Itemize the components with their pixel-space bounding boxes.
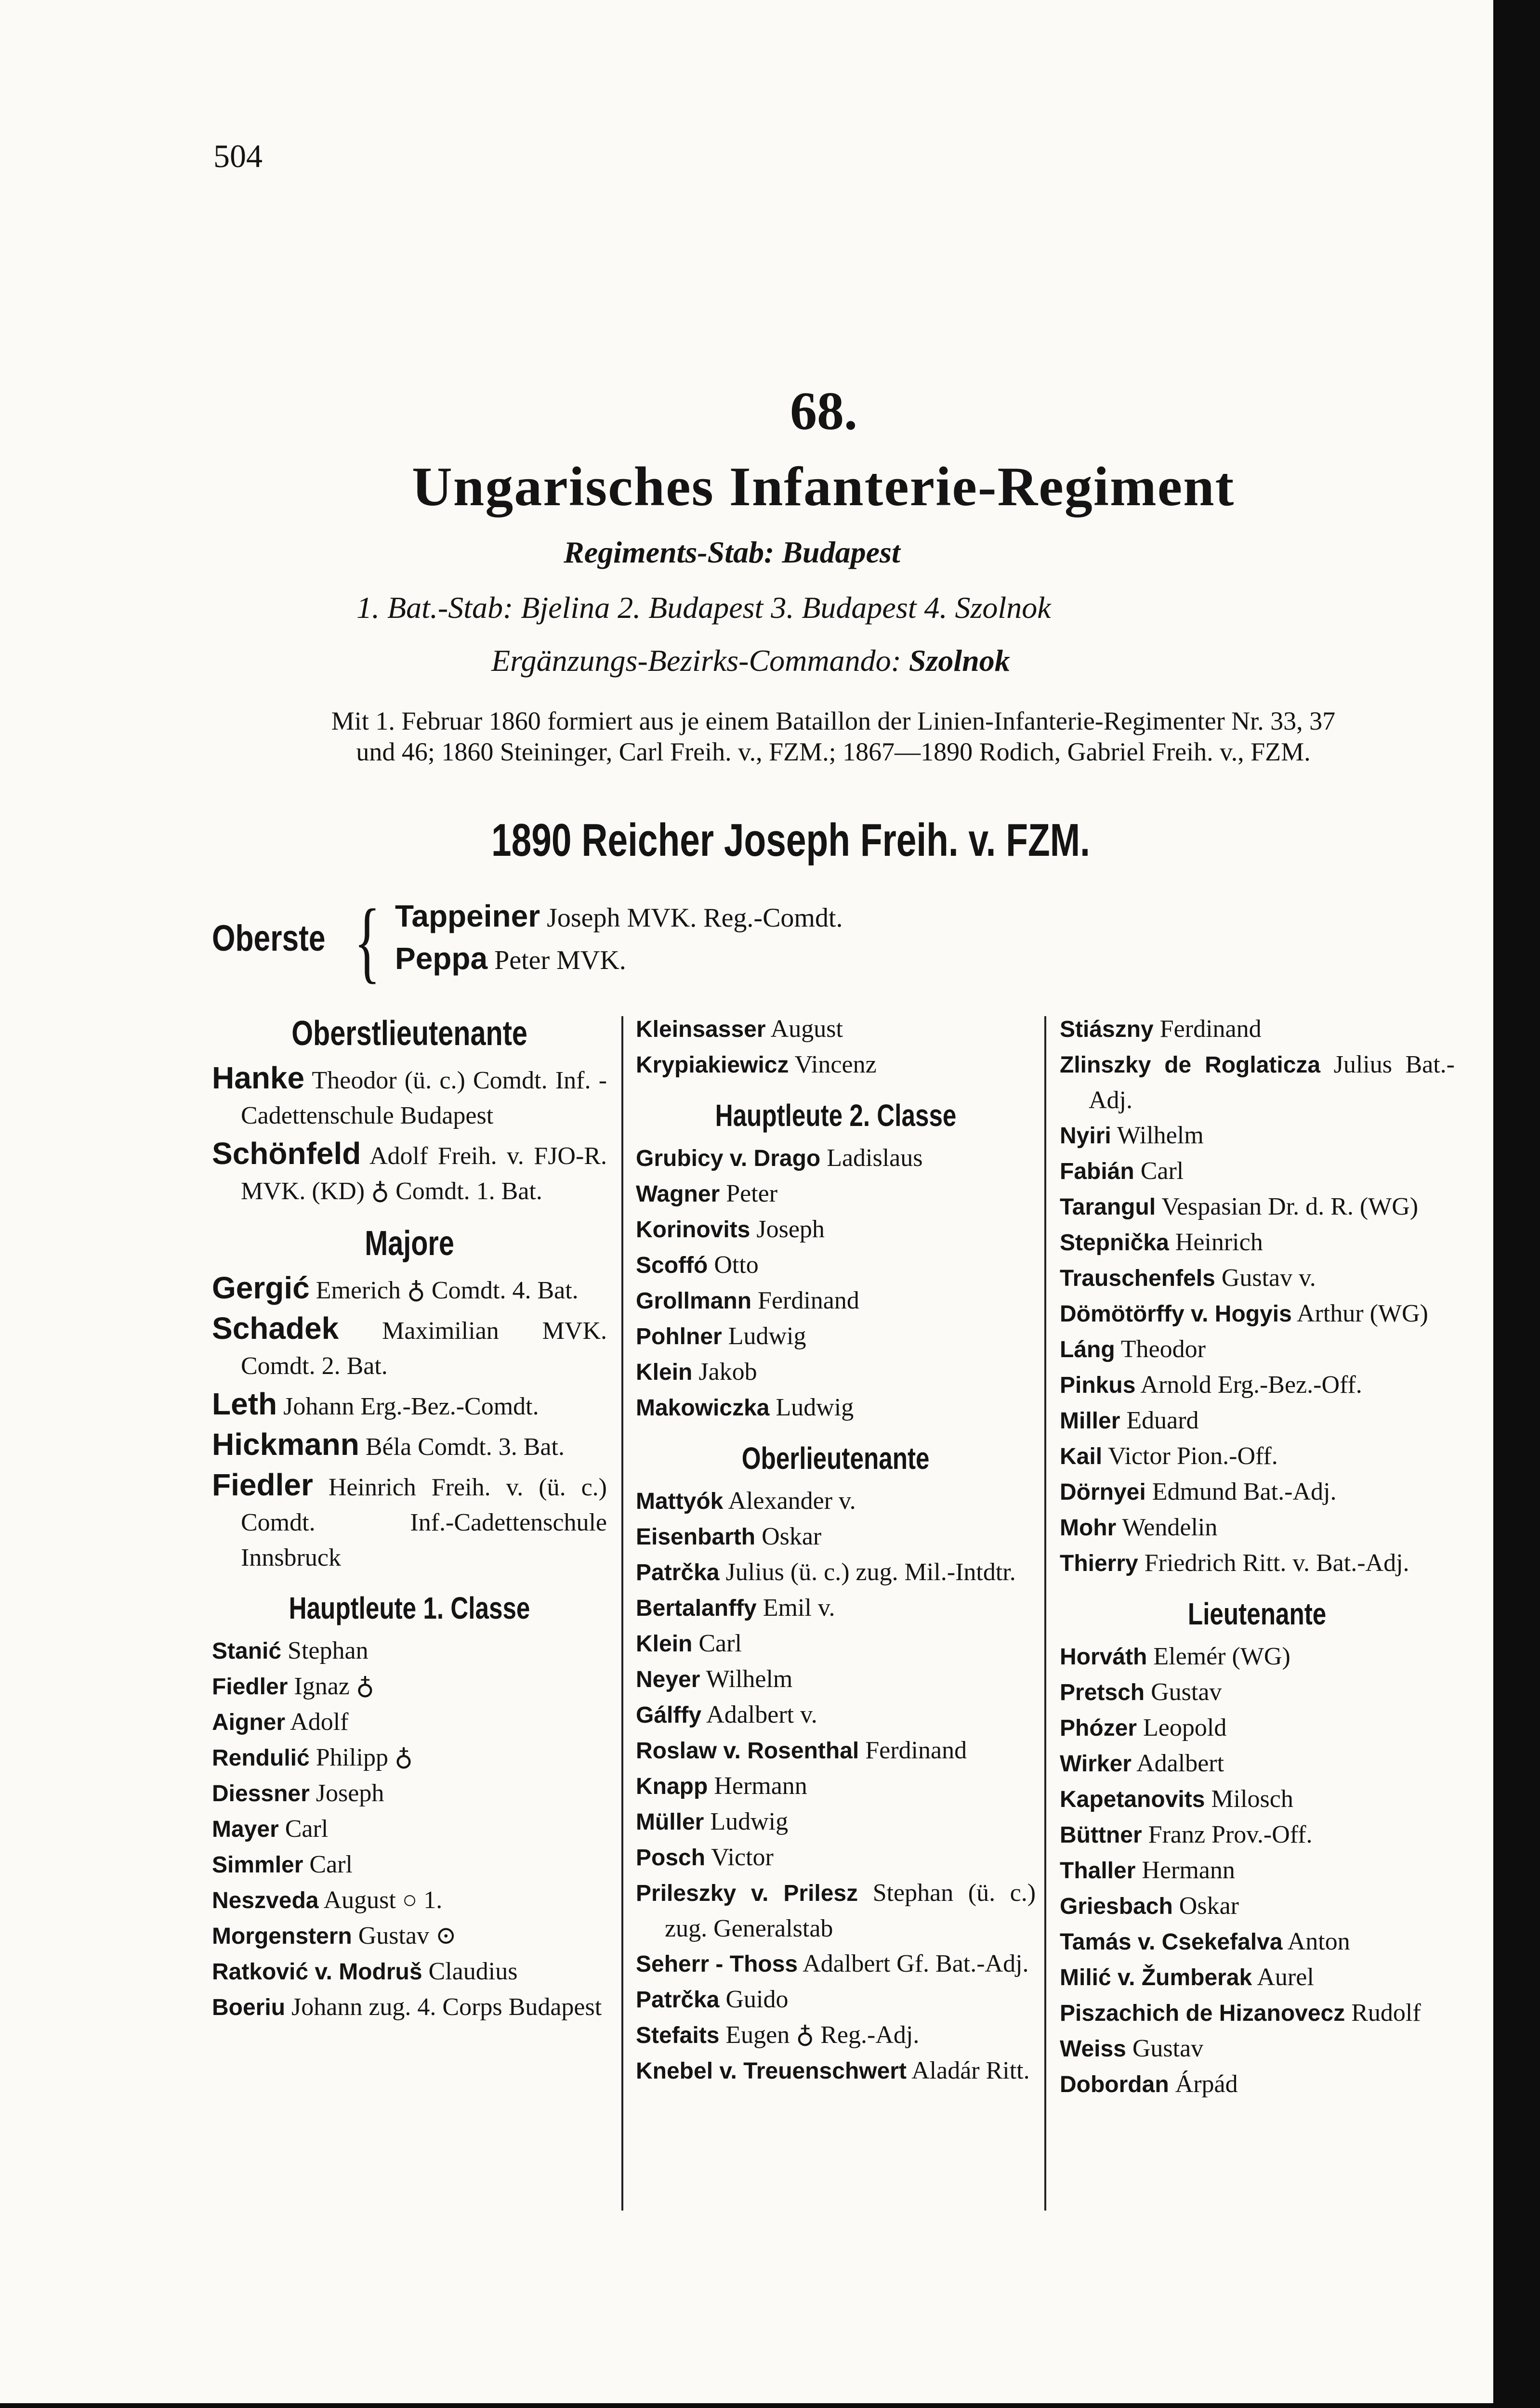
battalion-staff-line: 1. Bat.-Stab: Bjelina 2. Budapest 3. Budapest 4. Szolnok [356, 590, 1051, 625]
scan-border [1493, 0, 1540, 2408]
officer-name: Rendulić [212, 1745, 310, 1771]
officer-name: Gálffy [636, 1702, 702, 1728]
officer-details: Béla Comdt. 3. Bat. [365, 1433, 565, 1461]
officer-name: Klein [636, 1631, 693, 1657]
officer-details: Gustav v. [1221, 1264, 1316, 1292]
list-item [636, 1047, 1036, 1083]
officer-name: Makowiczka [636, 1395, 770, 1421]
officer-details: Leopold [1143, 1714, 1227, 1741]
officer-name: Zlinszky de Roglaticza [1060, 1052, 1321, 1078]
list-item [636, 1875, 1036, 1946]
officer-name: Tarangul [1060, 1194, 1156, 1220]
section-title: Oberstlieutenante [291, 1014, 527, 1053]
list-item [636, 1662, 1036, 1697]
list-item [1060, 1047, 1455, 1118]
list-item [212, 1136, 607, 1209]
list-item [212, 1989, 607, 2025]
list-item [1060, 1888, 1455, 1924]
section-title: Oberlieutenante [742, 1441, 930, 1476]
officer-name: Hanke [212, 1060, 305, 1095]
oberlieutenante-list [636, 1483, 1036, 2089]
list-item [1060, 1118, 1455, 1153]
officer-name: Griesbach [1060, 1894, 1173, 1919]
list-item [1060, 1225, 1455, 1260]
list-item [1060, 1153, 1455, 1189]
list-item [636, 1319, 1036, 1354]
officer-name: Aigner [212, 1710, 286, 1735]
list-item [212, 1740, 607, 1776]
officer-details: Edmund Bat.-Adj. [1152, 1478, 1337, 1505]
list-item [636, 1840, 1036, 1875]
list-item [636, 1519, 1036, 1555]
brace-icon: { [354, 891, 381, 992]
hauptleute1-list [212, 1633, 607, 2025]
officer-details: Carl [285, 1815, 329, 1843]
list-item [212, 1669, 607, 1704]
regiment-history [212, 706, 1455, 767]
officer-details: Adalbert v. [706, 1701, 817, 1728]
officer-details: Arnold Erg.-Bez.-Off. [1140, 1371, 1362, 1399]
list-item [212, 1954, 607, 1989]
officer-details: Ludwig [710, 1808, 789, 1835]
list-item [212, 1811, 607, 1847]
list-item: Peppa Peter MVK. [395, 941, 626, 976]
oberstlieutenante-list [212, 1060, 607, 1209]
hauptleute2-list [636, 1140, 1036, 1426]
list-item [1060, 1510, 1455, 1545]
officer-name: Thaller [1060, 1858, 1136, 1884]
column-3 [1060, 1011, 1455, 2102]
officer-details: Victor [711, 1844, 774, 1871]
officer-details: Aurel [1257, 1963, 1314, 1991]
officer-details: Ferdinand [758, 1287, 859, 1314]
officer-name: Neszveda [212, 1888, 319, 1913]
officer-details: Carl [1140, 1157, 1184, 1185]
officer-name: Stepnička [1060, 1230, 1169, 1256]
regiment-staff-line [564, 535, 900, 570]
list-item [1060, 1817, 1455, 1853]
officer-details: Aladár Ritt. [911, 2057, 1030, 2084]
officer-details: Hermann [1142, 1857, 1235, 1884]
officer-details: Joseph [316, 1780, 384, 1807]
officer-name: Neyer [636, 1667, 700, 1692]
officer-details: Friedrich Ritt. v. Bat.-Adj. [1144, 1549, 1409, 1577]
officer-name: Klein [636, 1360, 693, 1385]
officer-details: Vincenz [794, 1051, 877, 1078]
officer-name: Krypiakiewicz [636, 1052, 789, 1078]
officer-details: Claudius [428, 1958, 518, 1985]
officer-name: Wirker [1060, 1751, 1132, 1777]
lieutenante-list [1060, 1639, 1455, 2102]
list-item [636, 1011, 1036, 1047]
officer-name: Knapp [636, 1774, 708, 1799]
officer-details: Arthur (WG) [1296, 1300, 1428, 1327]
officer-details: Alexander v. [728, 1487, 856, 1515]
officer-name: Prileszky v. Prilesz [636, 1881, 858, 1906]
officer-name: Pinkus [1060, 1373, 1136, 1398]
officer-name: Fabián [1060, 1159, 1134, 1184]
page-number: 504 [213, 138, 263, 174]
list-item [212, 1387, 607, 1424]
officer-name: Ratković v. Modruš [212, 1959, 422, 1985]
officer-details: Emil v. [763, 1594, 835, 1622]
officer-details: August [770, 1015, 843, 1043]
officer-name: Grubicy v. Drago [636, 1146, 821, 1171]
officer-details: Rudolf [1351, 1999, 1421, 2027]
officer-details: Wendelin [1122, 1514, 1218, 1541]
list-item [636, 1590, 1036, 1626]
list-item [212, 1467, 607, 1575]
officer-details: Gustav [1151, 1678, 1222, 1706]
officer-name: Büttner [1060, 1822, 1142, 1848]
history-line-1: Mit 1. Februar 1860 formiert aus je einem Bataillon der Linien-Infanterie-Regimenter Nr. 33, 37 [331, 707, 1336, 735]
officer-details: Ferdinand [1159, 1015, 1262, 1043]
list-item [636, 1768, 1036, 1804]
list-item [1060, 1011, 1455, 1047]
continued-list [636, 1011, 1036, 1083]
list-item [636, 1140, 1036, 1176]
officer-details: Ludwig [728, 1322, 806, 1350]
column-divider [1044, 1016, 1046, 2211]
officer-details: Heinrich [1175, 1229, 1263, 1256]
officer-details: Ladislaus [827, 1144, 923, 1172]
officer-details: Franz Prov.-Off. [1148, 1821, 1313, 1848]
officer-name: Hickmann [212, 1427, 359, 1462]
officer-details: Vespasian Dr. d. R. (WG) [1161, 1193, 1419, 1220]
regiment-owner: 1890 Reicher Joseph Freih. v. FZM. [491, 814, 1090, 866]
list-item [1060, 2067, 1455, 2102]
officer-details: Joseph [756, 1216, 825, 1243]
officer-name: Stiászny [1060, 1017, 1154, 1042]
officer-details: Ferdinand [865, 1737, 967, 1764]
officer-details: Hermann [714, 1772, 807, 1800]
officer-details: Carl [698, 1630, 742, 1657]
list-item [636, 1354, 1036, 1390]
list-item [1060, 1439, 1455, 1474]
list-item [636, 1390, 1036, 1426]
list-item [1060, 1639, 1455, 1675]
officer-name: Pohlner [636, 1324, 722, 1349]
officer-details: Eugen ♁ Reg.-Adj. [725, 2021, 920, 2049]
staff-place: Budapest [782, 535, 900, 569]
list-item [1060, 1332, 1455, 1367]
list-item [636, 1697, 1036, 1733]
staff-label: Regiments-Stab: [564, 535, 775, 569]
officer-details: Anton [1287, 1928, 1350, 1955]
officer-details: Otto [714, 1251, 759, 1279]
list-item [1060, 1746, 1455, 1781]
list-item [212, 1060, 607, 1133]
officer-details: Adalbert [1136, 1750, 1224, 1777]
officer-name: Milić v. Žumberak [1060, 1965, 1252, 1990]
officer-details: Heinrich Freih. v. (ü. c.) Comdt. Inf.-Cadettenschule Innsbruck [241, 1474, 607, 1571]
column-divider [621, 1016, 623, 2211]
list-item [1060, 1296, 1455, 1332]
list-item [636, 1804, 1036, 1840]
officer-details: Wilhelm [706, 1665, 793, 1693]
list-item [636, 1247, 1036, 1283]
officer-name: Thierry [1060, 1551, 1138, 1576]
list-item [1060, 1781, 1455, 1817]
officer-name: Láng [1060, 1337, 1115, 1362]
list-item [1060, 2031, 1455, 2067]
list-item [1060, 1403, 1455, 1439]
officer-name: Roslaw v. Rosenthal [636, 1738, 859, 1764]
officer-name: Gergić [212, 1270, 310, 1305]
section-title: Majore [365, 1224, 454, 1263]
section-title: Hauptleute 1. Classe [289, 1591, 530, 1625]
officer-details: Adalbert Gf. Bat.-Adj. [803, 1950, 1029, 1977]
officer-name: Kapetanovits [1060, 1787, 1205, 1812]
officer-details: Adolf [290, 1708, 349, 1736]
list-item [1060, 1260, 1455, 1296]
list-item [636, 1176, 1036, 1212]
officer-name: Grollmann [636, 1288, 752, 1314]
officer-name: Patrčka [636, 1560, 720, 1585]
list-item [1060, 1853, 1455, 1888]
list-item [212, 1883, 607, 1918]
column-2 [636, 1011, 1036, 2089]
list-item [1060, 1710, 1455, 1746]
officer-name: Eisenbarth [636, 1524, 756, 1550]
officer-name: Weiss [1060, 2036, 1126, 2062]
officer-name: Müller [636, 1809, 704, 1835]
officer-details: August ○ 1. [323, 1886, 443, 1914]
officer-details: Peter [726, 1180, 778, 1207]
list-item [1060, 1545, 1455, 1581]
list-item [636, 2053, 1036, 2089]
officer-name: Diessner [212, 1781, 310, 1806]
officer-details: Milosch [1211, 1785, 1293, 1813]
officer-details: Gustav ⊙ [358, 1922, 457, 1950]
regiment-number: 68. [790, 381, 857, 441]
officer-name: Schönfeld [212, 1136, 361, 1171]
officer-name: Miller [1060, 1408, 1120, 1434]
list-item [212, 1427, 607, 1465]
officer-details: Elemér (WG) [1153, 1643, 1290, 1670]
officer-details: Eduard [1126, 1407, 1199, 1434]
officer-name: Piszachich de Hizanovecz [1060, 2001, 1345, 2026]
column-1 [212, 1011, 607, 2025]
officer-name: Mohr [1060, 1515, 1117, 1541]
list-item [636, 1283, 1036, 1319]
list-item [636, 1555, 1036, 1590]
officer-name: Knebel v. Treuenschwert [636, 2058, 907, 2084]
oberste-label: Oberste [212, 918, 326, 959]
list-item [1060, 1995, 1455, 2031]
officer-name: Morgenstern [212, 1924, 352, 1949]
list-item [212, 1918, 607, 1954]
officer-details: Árpád [1175, 2070, 1238, 2098]
list-item [636, 1982, 1036, 2017]
officer-details: Oskar [1179, 1892, 1239, 1920]
oberste-list [395, 896, 843, 981]
ergaenzung-label: Ergänzungs-Bezirks-Commando: [491, 643, 901, 678]
officer-name: Schadek [212, 1311, 339, 1346]
officer-details: Julius Bat.-Adj. [1089, 1051, 1455, 1114]
officer-details: Stephan (ü. c.) zug. Generalstab [665, 1879, 1036, 1942]
officer-name: Fiedler [212, 1674, 288, 1700]
list-item [636, 1946, 1036, 1982]
officer-details: Theodor [1120, 1335, 1206, 1363]
history-line-2: und 46; 1860 Steininger, Carl Freih. v., FZM.; 1867—1890 Rodich, Gabriel Freih. v., FZM. [356, 737, 1311, 766]
officer-name: Kleinsasser [636, 1017, 766, 1042]
officer-details: Carl [309, 1851, 353, 1878]
list-item [636, 1483, 1036, 1519]
officer-name: Stanić [212, 1638, 282, 1664]
officer-name: Nyiri [1060, 1123, 1111, 1149]
officer-name: Dörnyei [1060, 1479, 1146, 1505]
officer-details: Wilhelm [1117, 1122, 1204, 1149]
officer-name: Pretsch [1060, 1680, 1145, 1705]
officer-details: Theodor (ü. c.) Comdt. Inf. - Cadettenschule Budapest [241, 1067, 607, 1129]
officer-details: Stephan [288, 1637, 369, 1664]
list-item [1060, 1474, 1455, 1510]
list-item [1060, 1367, 1455, 1403]
officer-name: Posch [636, 1845, 706, 1871]
list-item: Tappeiner Joseph MVK. Reg.-Comdt. [395, 899, 843, 933]
list-item [1060, 1960, 1455, 1995]
officer-details: Victor Pion.-Off. [1108, 1442, 1278, 1470]
officer-details: Adolf Freih. v. FJO-R. MVK. (KD) ♁ Comdt. 1. Bat. [241, 1142, 607, 1205]
officer-name: Patrčka [636, 1987, 720, 2013]
section-title: Hauptleute 2. Classe [715, 1098, 957, 1133]
continued-list [1060, 1011, 1455, 1581]
list-item [212, 1704, 607, 1740]
list-item [1060, 1924, 1455, 1960]
officer-name: Horváth [1060, 1644, 1147, 1670]
officer-name: Simmler [212, 1852, 303, 1878]
section-title: Lieutenante [1188, 1597, 1327, 1631]
officer-name: Dömötörffy v. Hogyis [1060, 1301, 1292, 1327]
officer-name: Boeriu [212, 1995, 286, 2020]
officer-details: Jakob [698, 1358, 757, 1386]
officer-name: Mayer [212, 1817, 279, 1842]
ergaenzung-line [491, 643, 1010, 679]
list-item [212, 1311, 607, 1384]
list-item [212, 1633, 607, 1669]
list-item [212, 1270, 607, 1308]
officer-details: Maximilian MVK. Comdt. 2. Bat. [241, 1317, 607, 1380]
ergaenzung-place: Szolnok [908, 643, 1010, 678]
list-item [636, 1626, 1036, 1662]
officer-name: Kail [1060, 1444, 1103, 1469]
officer-name: Phózer [1060, 1715, 1137, 1741]
officer-details: Gustav [1132, 2035, 1204, 2062]
officer-name: Stefaits [636, 2023, 720, 2048]
officer-details: Julius (ü. c.) zug. Mil.-Intdtr. [725, 1558, 1016, 1586]
officer-name: Tamás v. Csekefalva [1060, 1929, 1283, 1955]
officer-name: Mattyók [636, 1489, 724, 1514]
officer-name: Scoffó [636, 1253, 708, 1278]
scan-border [0, 2403, 1540, 2408]
officer-details: Guido [725, 1986, 789, 2013]
officer-details: Johann Erg.-Bez.-Comdt. [283, 1393, 539, 1420]
list-item [212, 1847, 607, 1883]
officer-name: Trauschenfels [1060, 1266, 1215, 1291]
majore-list [212, 1270, 607, 1575]
officer-details: Ignaz ♁ [294, 1673, 374, 1700]
regiment-title: Ungarisches Infanterie-Regiment [412, 456, 1235, 518]
list-item [636, 1212, 1036, 1247]
officer-name: Leth [212, 1387, 277, 1421]
list-item [1060, 1189, 1455, 1225]
officer-details: Philipp ♁ [316, 1744, 413, 1771]
officer-name: Bertalanffy [636, 1596, 757, 1621]
officer-name: Dobordan [1060, 2072, 1169, 2097]
list-item [636, 2017, 1036, 2053]
officer-details: Ludwig [776, 1394, 854, 1421]
officer-name: Fiedler [212, 1467, 313, 1502]
list-item [1060, 1675, 1455, 1710]
officer-name: Wagner [636, 1181, 720, 1207]
officer-details: Johann zug. 4. Corps Budapest [291, 1993, 602, 2021]
officer-name: Korinovits [636, 1217, 750, 1243]
officer-details: Emerich ♁ Comdt. 4. Bat. [316, 1277, 579, 1304]
officer-name: Seherr - Thoss [636, 1951, 798, 1977]
list-item [636, 1733, 1036, 1768]
list-item [212, 1776, 607, 1811]
officer-details: Oskar [762, 1523, 822, 1550]
